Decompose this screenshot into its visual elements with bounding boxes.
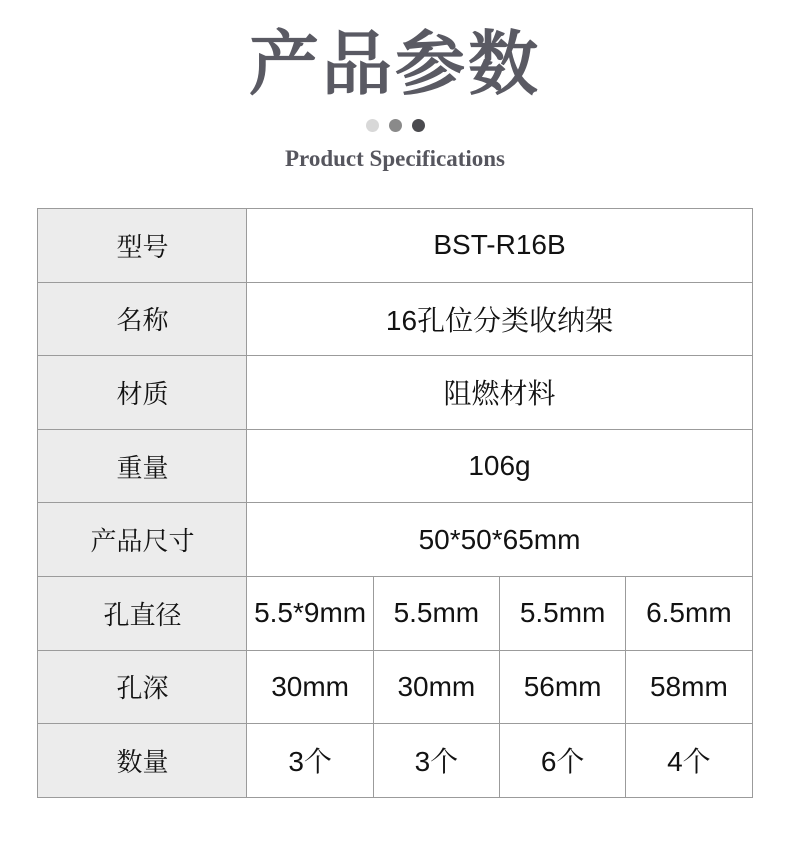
spec-label-dimensions: 产品尺寸 (38, 503, 247, 577)
spec-value-hole-diameter-2: 5.5mm (373, 576, 499, 650)
title-dots (0, 119, 790, 132)
spec-label-material: 材质 (38, 356, 247, 430)
spec-value-hole-depth-4: 58mm (626, 650, 752, 724)
spec-value-hole-diameter-4: 6.5mm (626, 576, 752, 650)
spec-row-hole-depth (38, 650, 752, 724)
spec-row-model (38, 209, 752, 283)
spec-label-hole-depth: 孔深 (38, 650, 247, 724)
spec-table (37, 208, 752, 798)
spec-value-hole-depth-2: 30mm (373, 650, 499, 724)
spec-row-hole-diameter (38, 576, 752, 650)
spec-label-model: 型号 (38, 209, 247, 283)
spec-value-material: 阻燃材料 (247, 356, 752, 430)
spec-value-quantity-2: 3个 (373, 724, 499, 798)
spec-row-material (38, 356, 752, 430)
dot-light-icon (366, 119, 379, 132)
spec-label-weight: 重量 (38, 429, 247, 503)
dot-dark-icon (412, 119, 425, 132)
spec-row-weight (38, 429, 752, 503)
spec-value-dimensions: 50*50*65mm (247, 503, 752, 577)
dot-medium-icon (389, 119, 402, 132)
spec-value-model: BST-R16B (247, 209, 752, 283)
spec-value-quantity-1: 3个 (247, 724, 373, 798)
spec-value-hole-diameter-1: 5.5*9mm (247, 576, 373, 650)
spec-row-name (38, 282, 752, 356)
spec-value-quantity-4: 4个 (626, 724, 752, 798)
spec-value-hole-depth-3: 56mm (499, 650, 625, 724)
spec-value-quantity-3: 6个 (499, 724, 625, 798)
spec-value-hole-depth-1: 30mm (247, 650, 373, 724)
spec-value-weight: 106g (247, 429, 752, 503)
spec-label-name: 名称 (38, 282, 247, 356)
page-title: 产品参数 (249, 25, 541, 103)
spec-value-name: 16孔位分类收纳架 (247, 282, 752, 356)
spec-label-quantity: 数量 (38, 724, 247, 798)
page-subtitle: Product Specifications (285, 146, 505, 171)
page-header (0, 26, 790, 171)
spec-row-dimensions (38, 503, 752, 577)
spec-row-quantity (38, 724, 752, 798)
spec-value-hole-diameter-3: 5.5mm (499, 576, 625, 650)
spec-label-hole-diameter: 孔直径 (38, 576, 247, 650)
